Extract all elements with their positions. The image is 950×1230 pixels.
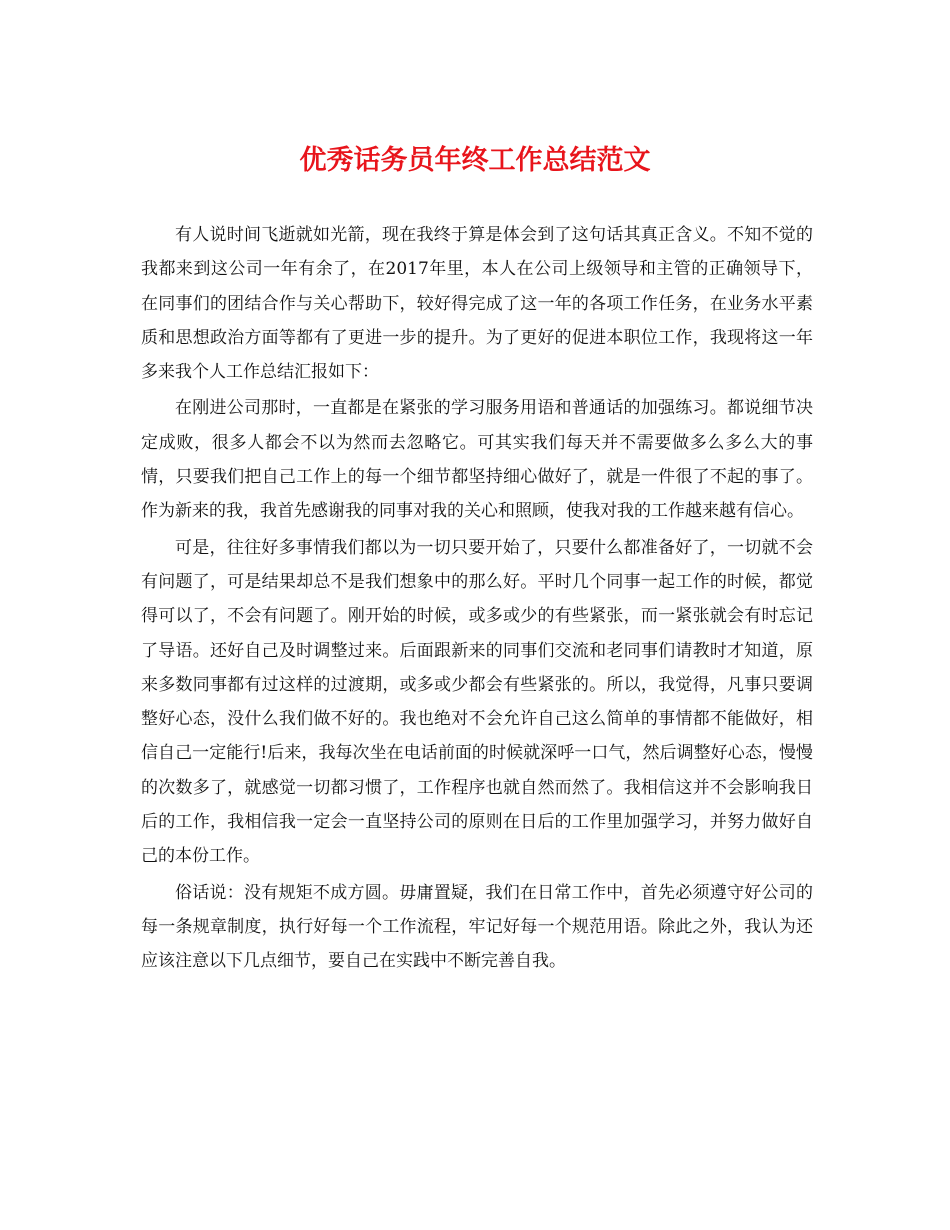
document-title: 优秀话务员年终工作总结范文 bbox=[299, 145, 651, 176]
paragraph-2: 在刚进公司那时，一直都是在紧张的学习服务用语和普通话的加强练习。都说细节决定成败，很多人都会不以为然而去忽略它。可其实我们每天并不需要做多么多么大的事情，只要我们把自己工作上的每一个细节都坚持细心做好了，就是一件很了不起的事了。作为新来的我，我首先感谢我的同事对我的关心和照顾，使我对我的工作越来越有信心。 bbox=[141, 398, 813, 522]
document-body bbox=[141, 218, 813, 981]
paragraph-4: 俗话说：没有规矩不成方圆。毋庸置疑，我们在日常工作中，首先必须遵守好公司的每一条规章制度，执行好每一个工作流程，牢记好每一个规范用语。除此之外，我认为还应该注意以下几点细节，要自己在实践中不断完善自我。 bbox=[141, 882, 813, 972]
paragraph-3: 可是，往往好多事情我们都以为一切只要开始了，只要什么都准备好了，一切就不会有问题了，可是结果却总不是我们想象中的那么好。平时几个同事一起工作的时候，都觉得可以了，不会有问题了。刚开始的时候，或多或少的有些紧张，而一紧张就会有时忘记了导语。还好自己及时调整过来。后面跟新来的同事们交流和老同事们请教时才知道，原来多数同事都有过这样的过渡期，或多或少都会有些紧张的。所以，我觉得，凡事只要调整好心态，没什么我们做不好的。我也绝对不会允许自己这么简单的事情都不能做好，相信自己一定能行!后来，我每次坐在电话前面的时候就深呼一口气，然后调整好心态，慢慢的次数多了，就感觉一切都习惯了，工作程序也就自然而然了。我相信这并不会影响我日后的工作，我相信我一定会一直坚持公司的原则在日后的工作里加强学习，并努力做好自己的本份工作。 bbox=[141, 537, 813, 867]
paragraph-1: 有人说时间飞逝就如光箭，现在我终于算是体会到了这句话其真正含义。不知不觉的我都来到这公司一年有余了，在2017年里，本人在公司上级领导和主管的正确领导下，在同事们的团结合作与关心帮助下，较好得完成了这一年的各项工作任务，在业务水平素质和思想政治方面等都有了更进一步的提升。为了更好的促进本职位工作，我现将这一年多来我个人工作总结汇报如下： bbox=[141, 225, 813, 383]
